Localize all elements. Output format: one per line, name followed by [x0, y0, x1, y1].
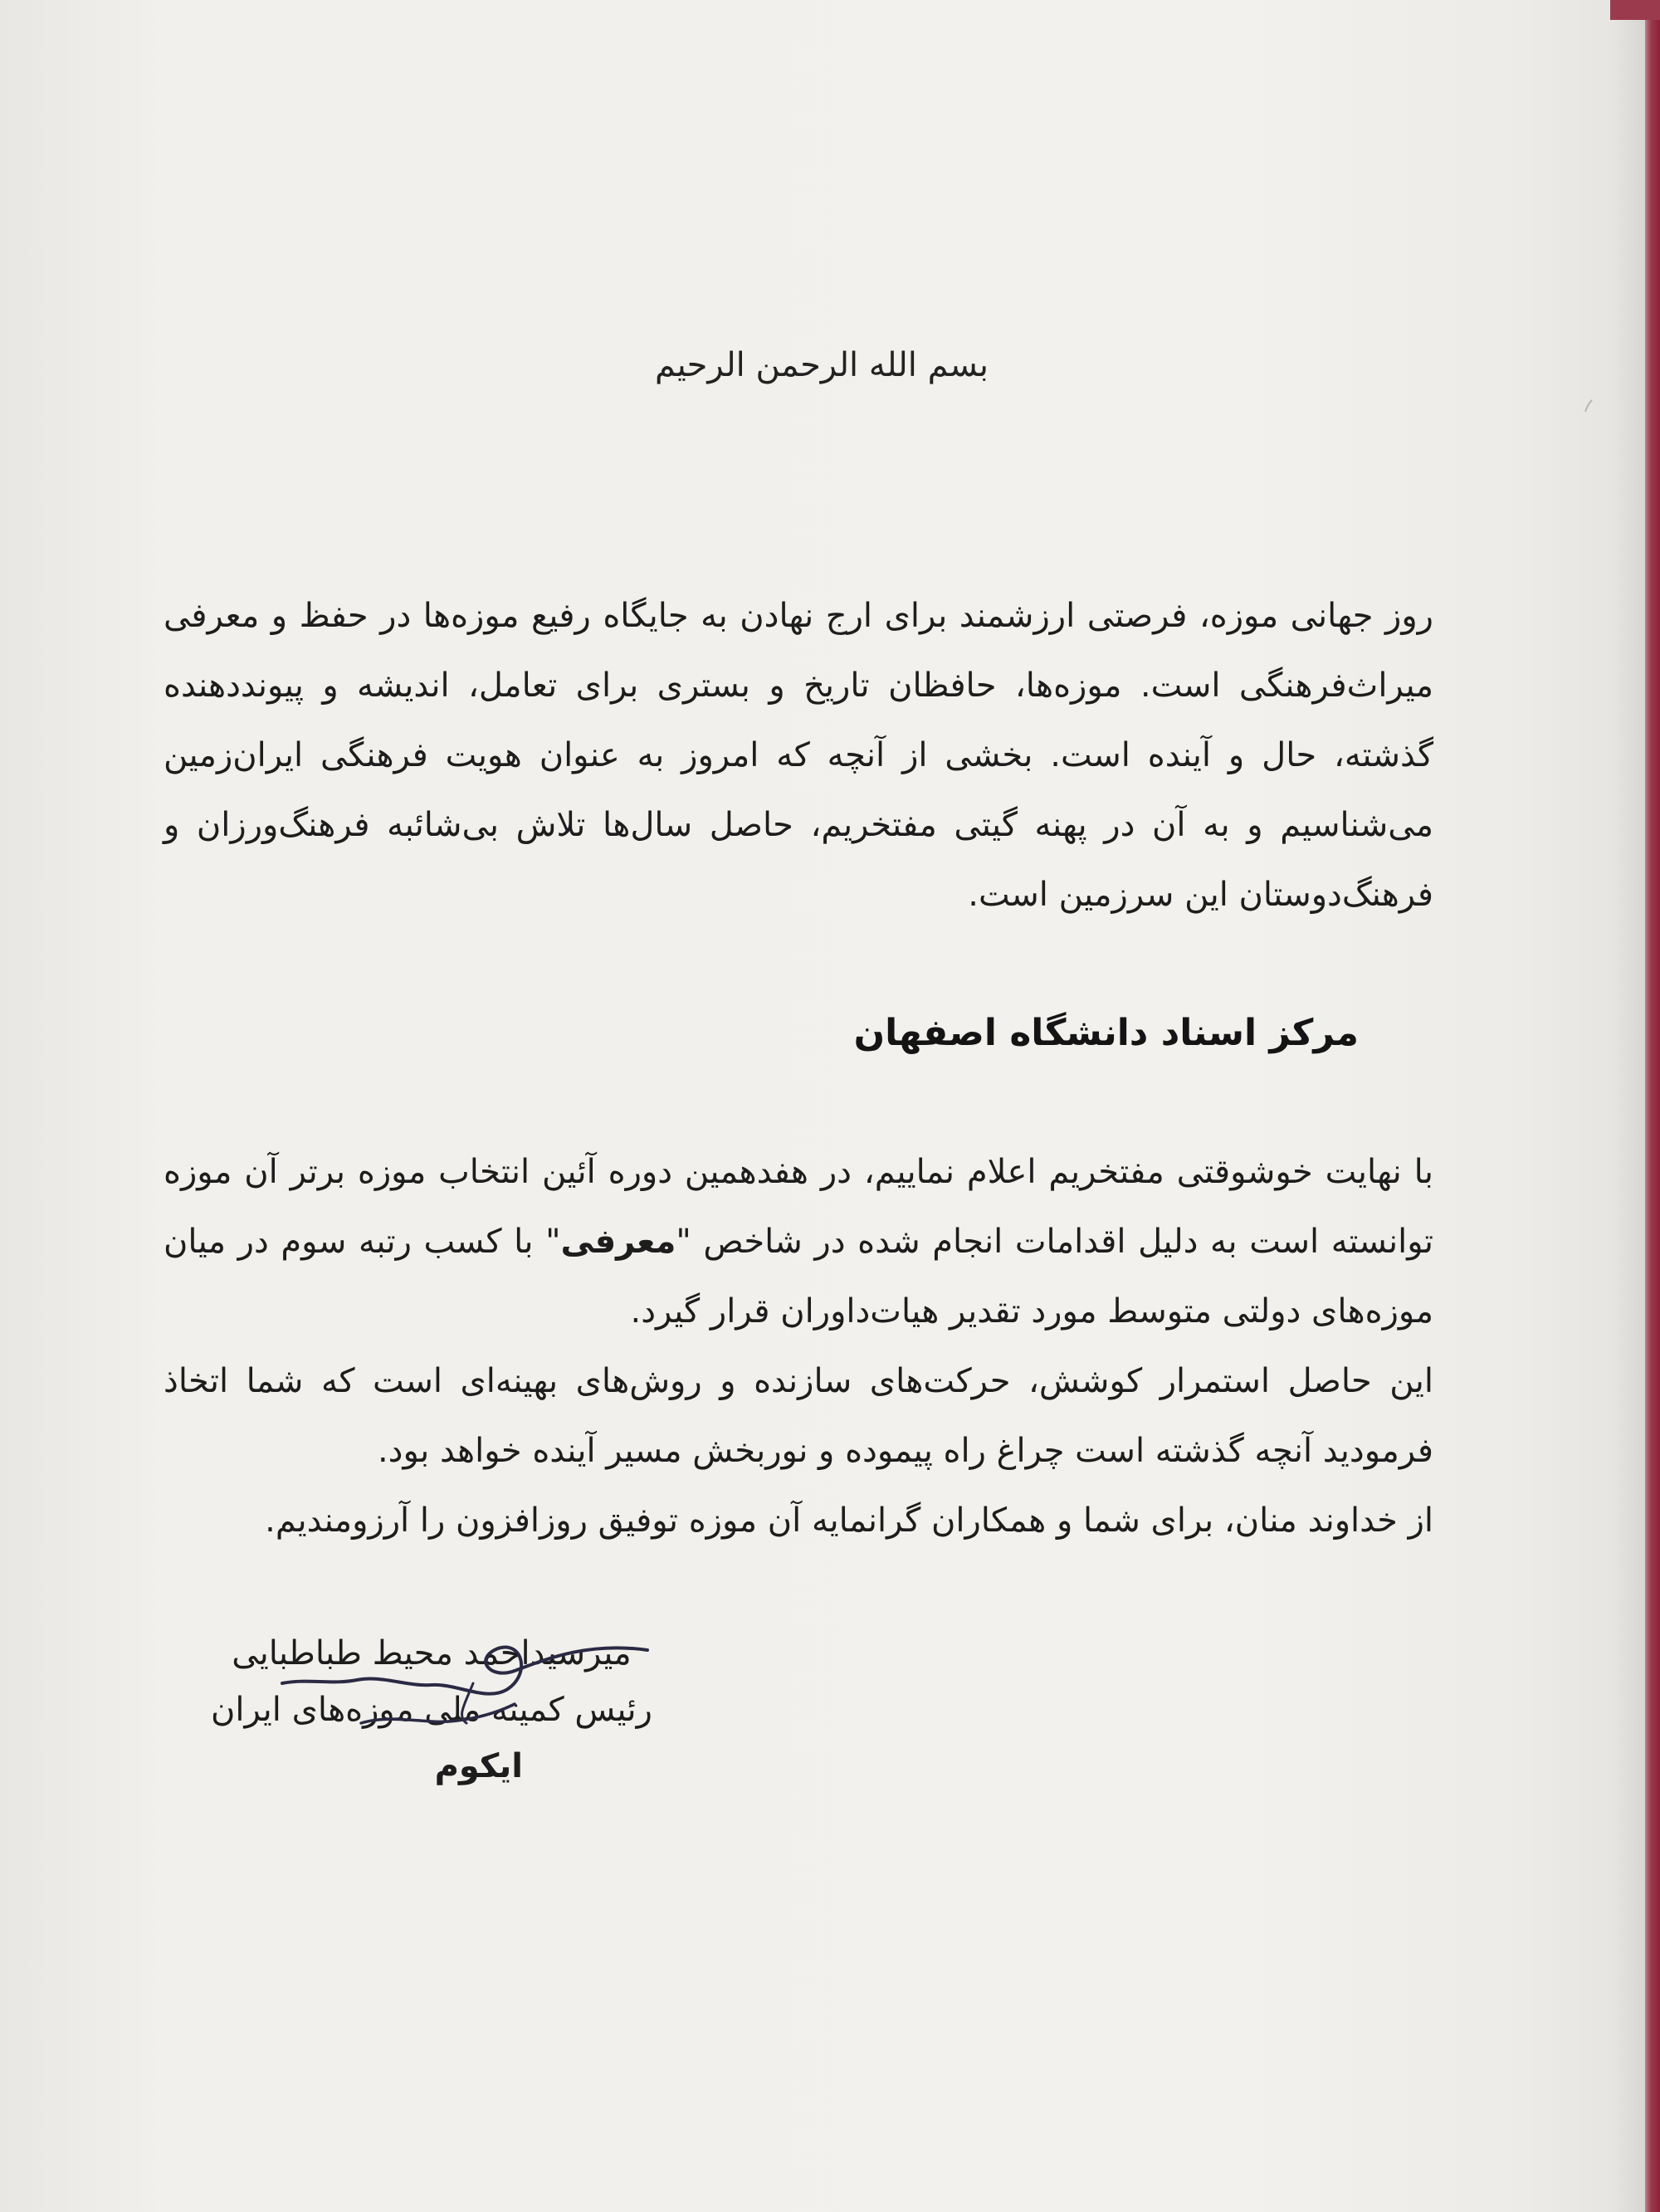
- award-text-start: با نهایت خوشوقتی مفتخریم اعلام نماییم، در هفدهمین دوره آئین انتخاب موزه برتر آن موزه توانسته است به دلیل اقدامات انجام شده در شاخص ": [164, 1153, 1434, 1261]
- book-cover-corner: [1610, 0, 1660, 20]
- book-cover-edge: [1645, 0, 1660, 2212]
- recipient-heading: مرکز اسناد دانشگاه اصفهان: [853, 1012, 1359, 1054]
- signature-block: [158, 1625, 706, 1808]
- closing-paragraph: از خداوند منان، برای شما و همکاران گرانمایه آن موزه توفیق روزافزون را آرزومندیم.: [265, 1502, 1433, 1540]
- award-index-highlight: معرفی: [560, 1223, 676, 1261]
- praise-paragraph: این حاصل استمرار کوشش، حرکت‌های سازنده و روش‌های بهینه‌ای است که شما اتخاذ فرمودید آنچه گذشته است چراغ راه پیموده و نوربخش مسیر آینده خواهد بود.: [164, 1362, 1433, 1470]
- binding-shadow: [1612, 0, 1645, 2212]
- award-text-end: " با کسب رتبه سوم در میان موزه‌های دولتی متوسط مورد تقدیر هیات‌داوران قرار گیرد.: [164, 1223, 1433, 1331]
- basmala-heading: بسم الله الرحمن الرحیم: [654, 346, 989, 384]
- signatory-organization: ایکوم: [434, 1747, 523, 1785]
- award-paragraph: [164, 1137, 1433, 1346]
- page-mark-icon: [1582, 398, 1595, 413]
- signatory-name: میرسیداحمد محیط طباطبایی: [232, 1634, 632, 1672]
- intro-paragraph: روز جهانی موزه، فرصتی ارزشمند برای ارج نهادن به جایگاه رفیع موزه‌ها در حفظ و معرفی میراث‌فرهنگی است. موزه‌ها، حافظان تاریخ و بستری برای تعامل، اندیشه و پیونددهنده گذشته، حال و آینده است. بخشی از آنچه که امروز به عنوان هویت فرهنگی ایران‌زمین می‌شناسیم و به آن در پهنه گیتی مفتخریم، حاصل سال‌ها تلاش بی‌شائبه فرهنگ‌ورزان و فرهنگ‌دوستان این سرزمین است.: [164, 597, 1433, 914]
- signatory-title: رئیس کمیته ملی موزه‌های ایران: [211, 1691, 652, 1729]
